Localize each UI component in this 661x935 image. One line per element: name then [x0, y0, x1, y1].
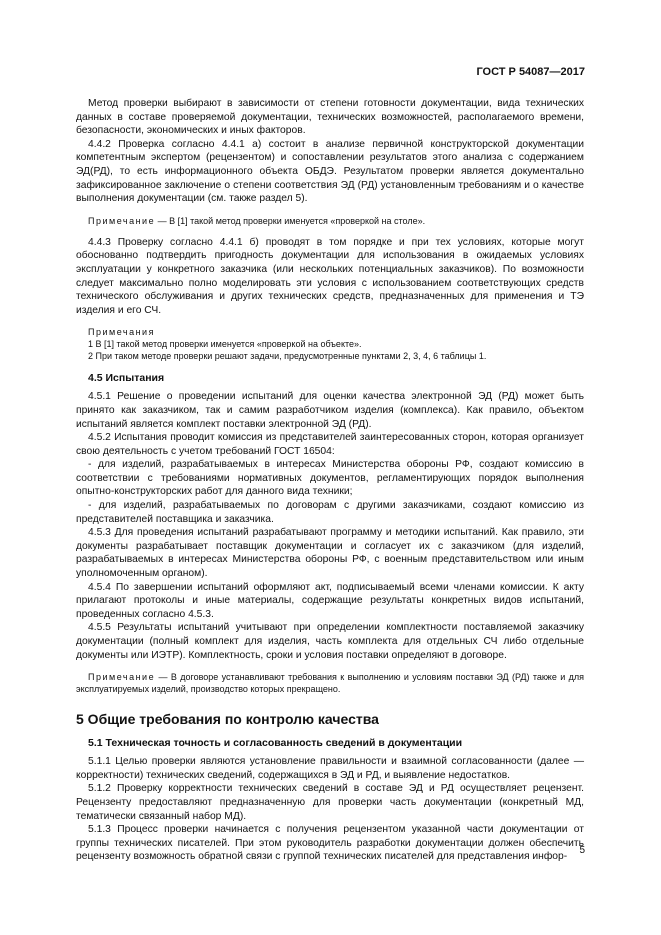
- section-heading-5: 5 Общие требования по контролю качества: [76, 711, 379, 728]
- doc-code-header: ГОСТ Р 54087—2017: [476, 66, 585, 78]
- list-item-mod: - для изделий, разрабатываемых в интересах Министерства обороны РФ, создают комиссию в соответствии с требованиями нормативных документов, регламентирующих порядок выполнения опытно-конструкторских работ для данного вида техники;: [76, 459, 584, 498]
- paragraph-4-5-1: 4.5.1 Решение о проведении испытаний для оценки качества электронной ЭД (РД) может быть принято как заказчиком, так и самим разработчиком изделия (комплекса). Как правило, объектом испытаний является комплект поставки электронной ЭД (РД).: [76, 391, 584, 430]
- paragraph-4-5-3: 4.5.3 Для проведения испытаний разрабатывают программу и методики испытаний. Как правило, эти документы разрабатывает поставщик документации и согласует их с заказчиком (для изделий, разрабатываемых в интересах Министерства обороны РФ, с военным представительством или иным уполномоченным органом).: [76, 527, 584, 580]
- paragraph-5-1-1: 5.1.1 Целью проверки являются установление правильности и взаимной согласованности (далее — корректности) технических сведений, содержащихся в ЭД и РД, и выявление недостатков.: [76, 756, 584, 781]
- page-content: [76, 97, 584, 864]
- note-item-1: 1 В [1] такой метод проверки именуется «проверкой на объекте».: [88, 339, 362, 350]
- note-3: [76, 671, 584, 695]
- paragraph-5-1-3: 5.1.3 Процесс проверки начинается с получения рецензентом указанной части документации от группы технических писателей. При этом руководитель разработки документации должен обеспечить рецензенту возможность обратной связи с группой технических писателей для представления инфор-: [76, 824, 584, 863]
- paragraph-4-5-5: 4.5.5 Результаты испытаний учитывают при определении комплектности поставляемой заказчику документации (полный комплект для изделия, часть комплекта для отдельных СЧ либо отдельные документы или ИЭТР). Комплектность, сроки и условия поставки определяют в договоре.: [76, 622, 584, 661]
- note-1: [76, 215, 584, 227]
- paragraph-4-5-4: 4.5.4 По завершении испытаний оформляют акт, подписываемый всеми членами комиссии. К акту прилагают протоколы и иные материалы, содержащие результаты конкретных видов испытаний, проведенных согласно 4.5.3.: [76, 581, 584, 620]
- section-heading-5-1: 5.1 Техническая точность и согласованность сведений в документации: [88, 737, 463, 750]
- paragraph-4-4-2: 4.4.2 Проверка согласно 4.4.1 а) состоит в анализе первичной конструкторской документации компетентным экспертом (рецензентом) и сопоставлении результатов этого анализа с содержанием ЭД(РД), то есть информационного объекта ОБДЭ. Результатом проверки является документально зафиксированное заключение о степени соответствия ЭД (РД) установленным требованиям и о качестве выполнения документации (см. также раздел 5).: [76, 138, 584, 205]
- paragraph-4-5-2: 4.5.2 Испытания проводит комиссия из представителей заинтересованных сторон, которая организует свою деятельность с учетом требований ГОСТ 16504:: [76, 432, 584, 457]
- paragraph-4-4-3: 4.4.3 Проверку согласно 4.4.1 б) проводят в том порядке и при тех условиях, которые могут обоснованно подтвердить пригодность документации для использования в ожидаемых условиях эксплуатации у конкретного заказчика (или нескольких потенциальных заказчиков). По возможности следует максимально полно моделировать эти условия с использованием соответствующих средств технического обслуживания и других технических средств, предназначенных для применения и ТЭ изделия и его СЧ.: [76, 236, 584, 316]
- note-text: — В договоре устанавливают требования к выполнению и условиям поставки ЭД (РД) также и для эксплуатируемых изделий, производство которых прекращено.: [76, 672, 584, 695]
- note-label: Примечание: [88, 215, 156, 226]
- notes-label: Примечания: [88, 327, 155, 338]
- note-item-2: 2 При таком методе проверки решают задачи, предусмотренные пунктами 2, 3, 4, 6 таблицы 1.: [88, 351, 487, 362]
- note-label: Примечание: [88, 672, 156, 683]
- paragraph-5-1-2: 5.1.2 Проверку корректности технических сведений в составе ЭД и РД осуществляет рецензент. Рецензенту предоставляют предназначенную для проверки часть документации (конкретный МД, тематически связанный набор МД).: [76, 783, 584, 822]
- paragraph-method: Метод проверки выбирают в зависимости от степени готовности документации, вида технических данных в составе проверяемой документации, технических возможностей, располагаемого времени, безопасности, экономических и иных факторов.: [76, 98, 584, 137]
- list-item-other: - для изделий, разрабатываемых по договорам с другими заказчиками, создают комиссию из представителей поставщика и заказчика.: [76, 500, 584, 525]
- page-number: 5: [579, 845, 585, 856]
- section-heading-4-5: 4.5 Испытания: [88, 372, 165, 385]
- note-text: — В [1] такой метод проверки именуется «проверкой на столе».: [155, 215, 426, 226]
